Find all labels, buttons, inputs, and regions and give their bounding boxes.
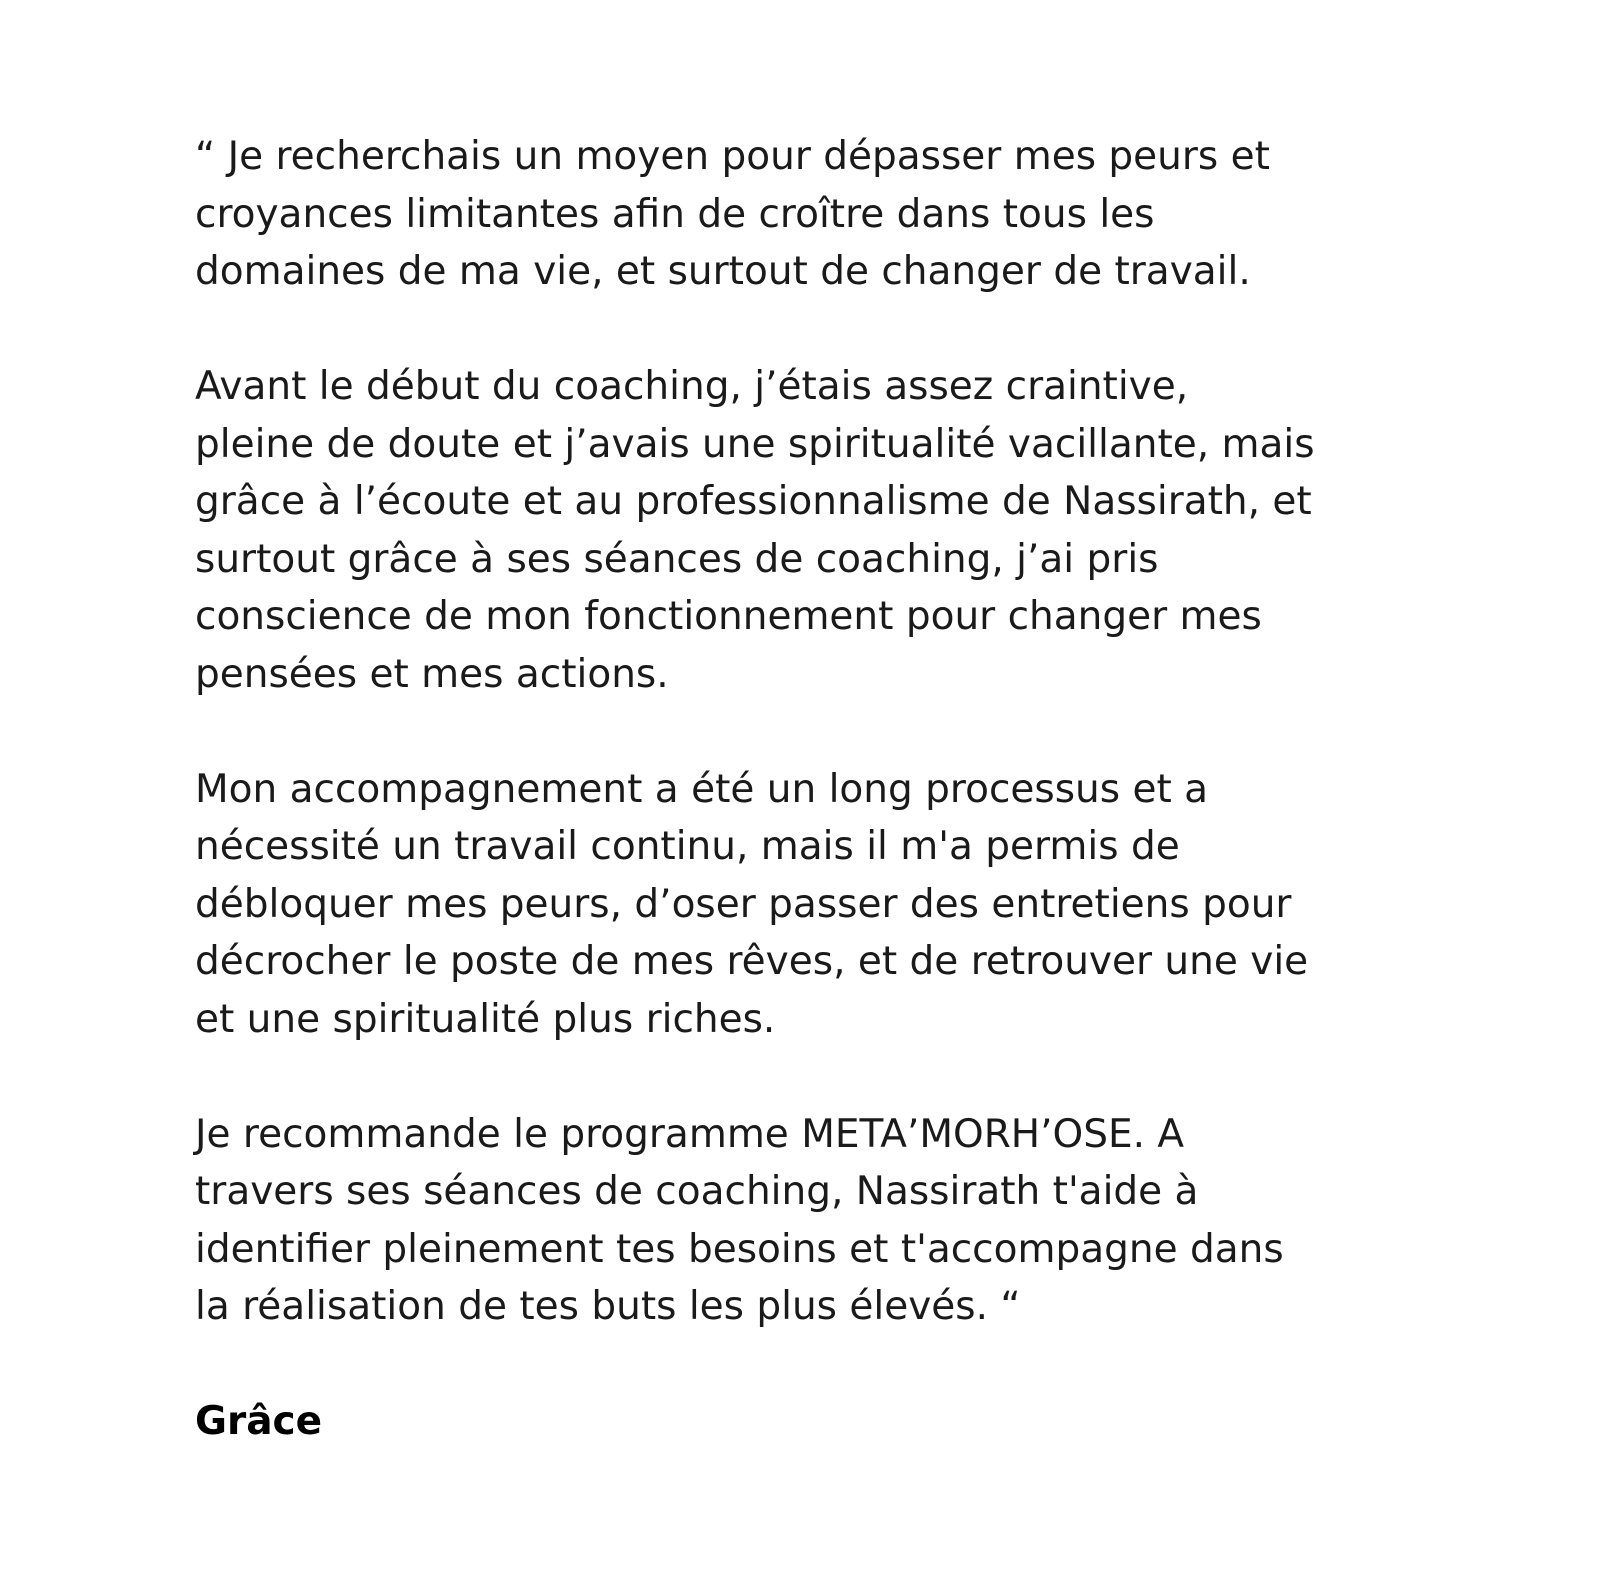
text-line: conscience de mon fonctionnement pour changer mes xyxy=(195,594,1262,639)
text-line: décrocher le poste de mes rêves, et de retrouver une vie xyxy=(195,939,1309,984)
testimonial-paragraph-4 xyxy=(195,1106,1415,1336)
text-line: identifier pleinement tes besoins et t'accompagne dans xyxy=(195,1226,1284,1272)
text-line: Mon accompagnement a été un long processus et a xyxy=(195,766,1209,812)
testimonial-paragraph-3 xyxy=(195,761,1415,1049)
testimonial xyxy=(195,128,1415,1451)
text-line: et une spiritualité plus riches. xyxy=(195,996,776,1042)
text-line: croyances limitantes afin de croître dans tous les xyxy=(195,191,1155,237)
text-line: domaines de ma vie, et surtout de changer de travail. xyxy=(195,249,1251,294)
text-line: nécessité un travail continu, mais il m'a permis de xyxy=(195,824,1180,869)
text-line: travers ses séances de coaching, Nassirath t'aide à xyxy=(195,1169,1199,1214)
text-line: grâce à l’écoute et au professionnalisme de Nassirath, et xyxy=(195,479,1312,524)
text-line: pensées et mes actions. xyxy=(195,651,669,697)
testimonial-paragraph-1 xyxy=(195,128,1415,301)
text-line: “ Je recherchais un moyen pour dépasser mes peurs et xyxy=(195,134,1270,179)
text-line: surtout grâce à ses séances de coaching, j’ai pris xyxy=(195,536,1159,582)
text-line: Je recommande le programme META’MORH’OSE. A xyxy=(195,1111,1185,1157)
text-line: Avant le début du coaching, j’étais assez craintive, xyxy=(195,364,1189,409)
text-line: débloquer mes peurs, d’oser passer des entretiens pour xyxy=(195,881,1292,927)
text-line: la réalisation de tes buts les plus élevés. “ xyxy=(195,1284,1021,1329)
testimonial-paragraph-2 xyxy=(195,358,1415,703)
testimonial-author: Grâce xyxy=(195,1399,323,1444)
text-line: pleine de doute et j’avais une spiritualité vacillante, mais xyxy=(195,421,1315,467)
